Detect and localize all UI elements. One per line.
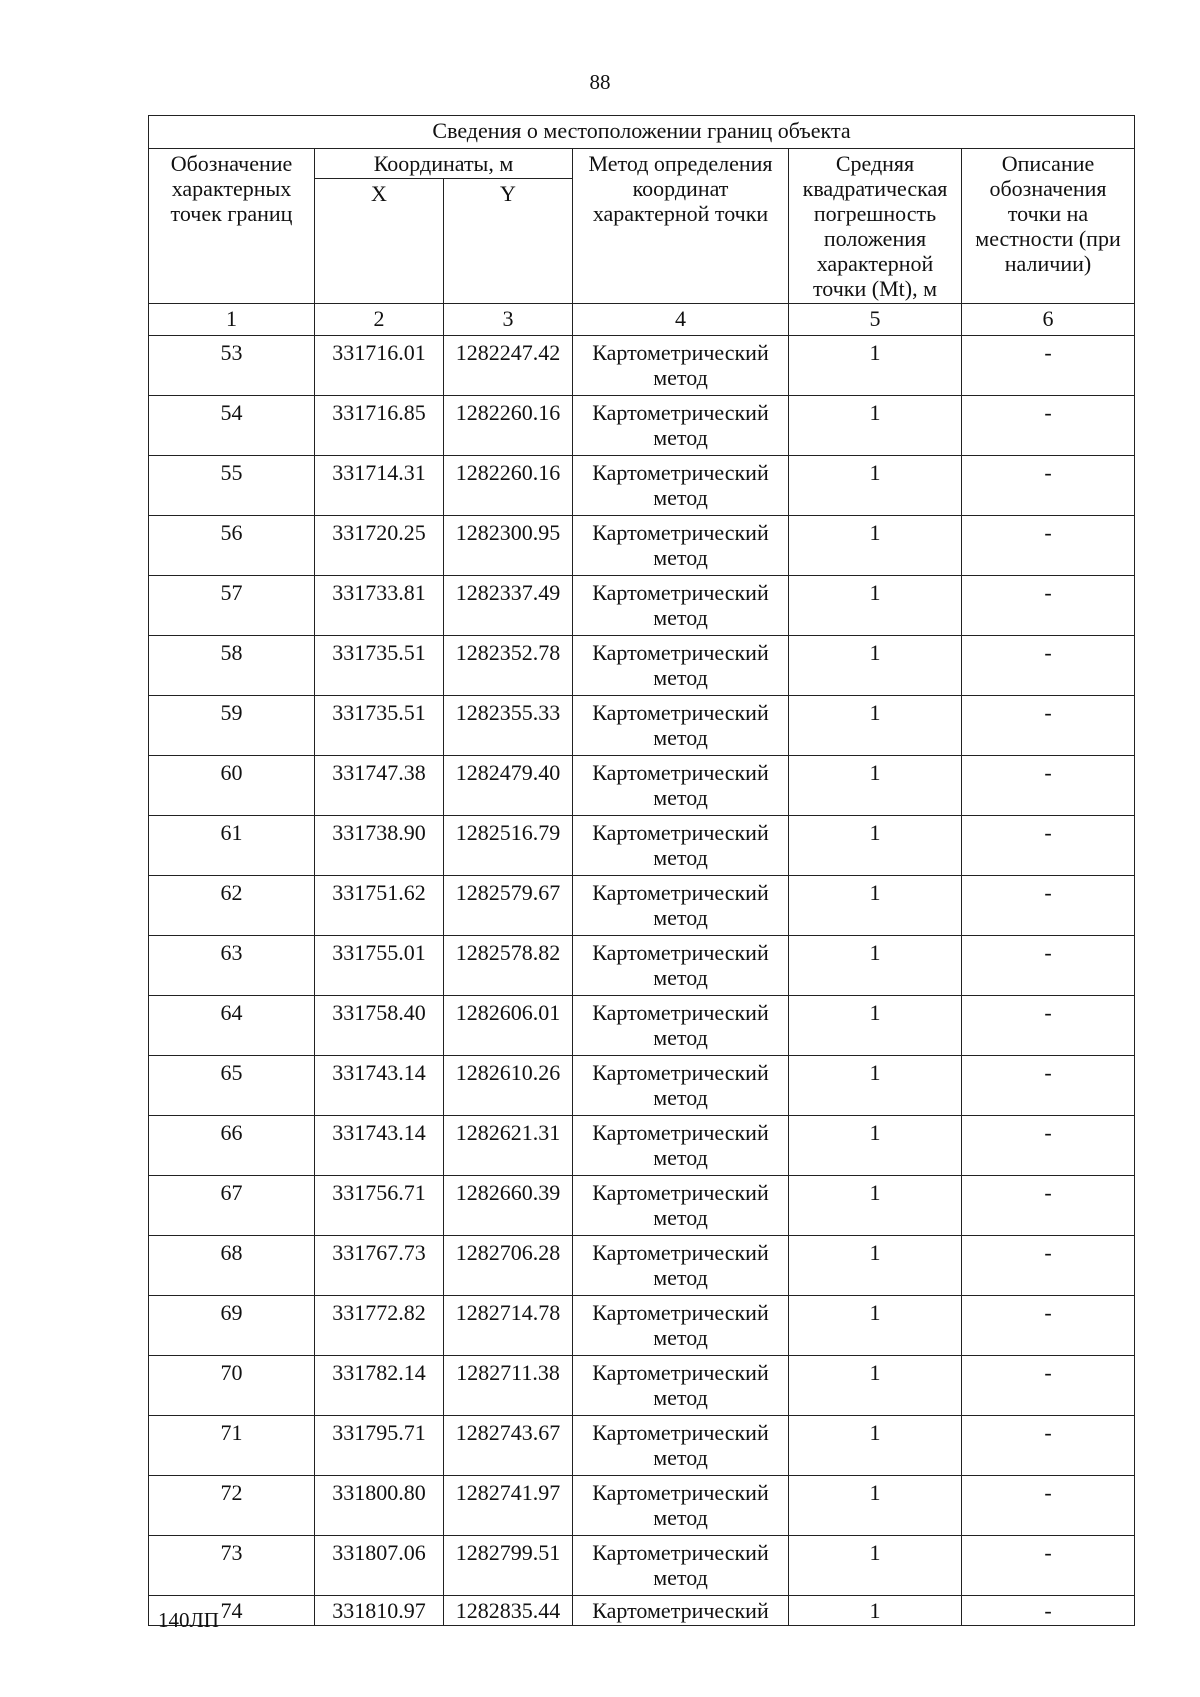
table-row [149,756,1135,816]
cell-method [573,396,789,456]
cell-mt: 1 [789,1356,962,1416]
header-coordinates: Координаты, м [315,149,573,179]
cell-mt: 1 [789,996,962,1056]
cell-description: - [962,996,1135,1056]
cell-method [573,1056,789,1116]
table-row [149,456,1135,516]
cell-x: 331733.81 [315,576,444,636]
cell-description: - [962,396,1135,456]
method-line-2: метод [653,1205,708,1230]
cell-description: - [962,636,1135,696]
cell-y: 1282711.38 [444,1356,573,1416]
method-line-1: Картометрический [592,580,769,605]
cell-mt: 1 [789,1296,962,1356]
cell-y: 1282606.01 [444,996,573,1056]
cell-description: - [962,516,1135,576]
cell-method [573,576,789,636]
cell-method [573,1476,789,1536]
method-line-1: Картометрический [592,1300,769,1325]
cell-mt: 1 [789,516,962,576]
cell-method [573,876,789,936]
method-line-2: метод [653,1445,708,1470]
cell-mt: 1 [789,1476,962,1536]
method-line-1: Картометрический [592,1540,769,1565]
method-line-1: Картометрический [592,1360,769,1385]
cell-mt: 1 [789,1056,962,1116]
cell-point: 72 [149,1476,315,1536]
cell-description: - [962,1236,1135,1296]
method-line-1: Картометрический [592,940,769,965]
cell-y: 1282660.39 [444,1176,573,1236]
cell-description: - [962,1176,1135,1236]
cell-x: 331756.71 [315,1176,444,1236]
table-row [149,876,1135,936]
cell-point: 68 [149,1236,315,1296]
cell-x: 331795.71 [315,1416,444,1476]
cell-x: 331751.62 [315,876,444,936]
cell-y: 1282610.26 [444,1056,573,1116]
cell-point: 55 [149,456,315,516]
cell-description: - [962,1356,1135,1416]
cell-point: 63 [149,936,315,996]
cell-x: 331743.14 [315,1116,444,1176]
method-line-2: метод [653,1325,708,1350]
cell-y: 1282352.78 [444,636,573,696]
cell-method [573,1116,789,1176]
column-number: 1 [149,304,315,336]
cell-mt: 1 [789,396,962,456]
table-row [149,1236,1135,1296]
method-line-1: Картометрический [592,700,769,725]
cell-x: 331755.01 [315,936,444,996]
cell-point: 57 [149,576,315,636]
cell-x: 331716.01 [315,336,444,396]
cell-method [573,456,789,516]
cell-mt: 1 [789,456,962,516]
cell-description: - [962,456,1135,516]
method-line-1: Картометрический [592,1180,769,1205]
cell-method [573,756,789,816]
cell-y: 1282714.78 [444,1296,573,1356]
cell-method: Картометрический [573,1596,789,1626]
cell-y: 1282355.33 [444,696,573,756]
cell-description: - [962,816,1135,876]
cell-x: 331758.40 [315,996,444,1056]
table-row [149,1116,1135,1176]
cell-point: 66 [149,1116,315,1176]
header-x: X [315,179,444,304]
cell-point: 61 [149,816,315,876]
cell-y: 1282706.28 [444,1236,573,1296]
cell-x: 331767.73 [315,1236,444,1296]
cell-y: 1282260.16 [444,456,573,516]
table-row [149,1536,1135,1596]
cell-description: - [962,336,1135,396]
method-line-1: Картометрический [592,1120,769,1145]
cell-mt: 1 [789,1176,962,1236]
cell-method [573,1296,789,1356]
cell-mt: 1 [789,1536,962,1596]
cell-y: 1282799.51 [444,1536,573,1596]
method-line-2: метод [653,605,708,630]
cell-method [573,996,789,1056]
cell-description: - [962,1536,1135,1596]
cell-mt: 1 [789,636,962,696]
cell-mt: 1 [789,756,962,816]
cell-point: 73 [149,1536,315,1596]
method-line-2: метод [653,725,708,750]
cell-point: 60 [149,756,315,816]
method-line-2: метод [653,1025,708,1050]
cell-x: 331714.31 [315,456,444,516]
table-row [149,1176,1135,1236]
cell-method [573,816,789,876]
column-number: 2 [315,304,444,336]
cell-point: 65 [149,1056,315,1116]
header-method: Метод определения координат характерной точки [573,149,789,304]
cell-point: 69 [149,1296,315,1356]
cell-point: 74 [149,1596,315,1626]
header-description: Описание обозначения точки на местности (при наличии) [962,149,1135,304]
method-line-1: Картометрический [592,1000,769,1025]
table-row [149,1476,1135,1536]
cell-x: 331738.90 [315,816,444,876]
method-line-1: Картометрический [592,460,769,485]
cell-mt: 1 [789,876,962,936]
method-line-1: Картометрический [592,520,769,545]
cell-description: - [962,1116,1135,1176]
page-number: 88 [589,70,611,94]
method-line-1: Картометрический [592,1240,769,1265]
cell-description: - [962,696,1135,756]
cell-description: - [962,1056,1135,1116]
cell-method [573,1536,789,1596]
cell-mt: 1 [789,696,962,756]
method-line-1: Картометрический [592,400,769,425]
cell-x: 331735.51 [315,696,444,756]
cell-y: 1282579.67 [444,876,573,936]
cell-x: 331810.97 [315,1596,444,1626]
cell-method [573,1236,789,1296]
header-accuracy: Средняя квадратическая погрешность положения характерной точки (Mt), м [789,149,962,304]
table-row [149,516,1135,576]
cell-x: 331720.25 [315,516,444,576]
cell-x: 331735.51 [315,636,444,696]
method-line-2: метод [653,785,708,810]
method-line-2: метод [653,665,708,690]
cell-description: - [962,936,1135,996]
cell-y: 1282479.40 [444,756,573,816]
cell-point: 59 [149,696,315,756]
cell-mt: 1 [789,1596,962,1626]
cell-x: 331716.85 [315,396,444,456]
header-point-designation: Обозначение характерных точек границ [149,149,315,304]
method-line-1: Картометрический [592,820,769,845]
column-number-row [149,304,1135,336]
method-line-1: Картометрический [592,340,769,365]
table-row [149,996,1135,1056]
table-row [149,336,1135,396]
cell-method [573,1356,789,1416]
column-number: 5 [789,304,962,336]
cell-y: 1282835.44 [444,1596,573,1626]
cell-point: 71 [149,1416,315,1476]
header-y: Y [444,179,573,304]
cell-method [573,636,789,696]
method-line-2: метод [653,1385,708,1410]
method-line-1: Картометрический [592,1480,769,1505]
method-line-1: Картометрический [592,880,769,905]
table-row [149,696,1135,756]
table-row [149,396,1135,456]
cell-method [573,696,789,756]
cell-y: 1282247.42 [444,336,573,396]
method-line-2: метод [653,1505,708,1530]
cell-point: 67 [149,1176,315,1236]
table-row [149,1296,1135,1356]
method-line-2: метод [653,545,708,570]
cell-x: 331772.82 [315,1296,444,1356]
cell-mt: 1 [789,816,962,876]
cell-description: - [962,1296,1135,1356]
method-line-2: метод [653,1145,708,1170]
cell-method [573,336,789,396]
method-line-1: Картометрический [592,760,769,785]
document-code: 140ЛП [158,1608,219,1632]
table-title: Сведения о местоположении границ объекта [149,116,1135,149]
boundary-coordinates-table [148,115,1135,1626]
cell-x: 331747.38 [315,756,444,816]
table-body [149,336,1135,1626]
method-line-2: метод [653,425,708,450]
cell-point: 62 [149,876,315,936]
cell-x: 331782.14 [315,1356,444,1416]
table-row [149,816,1135,876]
cell-description: - [962,576,1135,636]
table-row [149,1056,1135,1116]
cell-method [573,1416,789,1476]
cell-description: - [962,756,1135,816]
cell-y: 1282516.79 [444,816,573,876]
cell-point: 56 [149,516,315,576]
cell-point: 64 [149,996,315,1056]
method-line-2: метод [653,905,708,930]
table-row [149,1596,1135,1626]
cell-y: 1282300.95 [444,516,573,576]
cell-mt: 1 [789,336,962,396]
cell-point: 54 [149,396,315,456]
column-number: 3 [444,304,573,336]
cell-x: 331743.14 [315,1056,444,1116]
method-line-2: метод [653,845,708,870]
method-line-2: метод [653,1565,708,1590]
cell-mt: 1 [789,936,962,996]
cell-y: 1282337.49 [444,576,573,636]
cell-point: 70 [149,1356,315,1416]
cell-point: 58 [149,636,315,696]
cell-mt: 1 [789,1236,962,1296]
cell-y: 1282621.31 [444,1116,573,1176]
cell-y: 1282743.67 [444,1416,573,1476]
cell-mt: 1 [789,576,962,636]
cell-method [573,1176,789,1236]
cell-y: 1282578.82 [444,936,573,996]
method-line-2: метод [653,965,708,990]
cell-description: - [962,1476,1135,1536]
table-row [149,936,1135,996]
method-line-2: метод [653,485,708,510]
cell-description: - [962,876,1135,936]
method-line-1: Картометрический [592,1420,769,1445]
table-row [149,1356,1135,1416]
method-line-2: метод [653,1265,708,1290]
cell-x: 331807.06 [315,1536,444,1596]
method-line-2: метод [653,1085,708,1110]
cell-x: 331800.80 [315,1476,444,1536]
method-line-2: метод [653,365,708,390]
table-row [149,636,1135,696]
cell-mt: 1 [789,1116,962,1176]
cell-method [573,516,789,576]
method-line-1: Картометрический [592,1060,769,1085]
cell-description: - [962,1596,1135,1626]
cell-mt: 1 [789,1416,962,1476]
method-line-1: Картометрический [592,640,769,665]
cell-method [573,936,789,996]
column-number: 6 [962,304,1135,336]
table-row [149,1416,1135,1476]
cell-y: 1282741.97 [444,1476,573,1536]
table-row [149,576,1135,636]
cell-y: 1282260.16 [444,396,573,456]
cell-point: 53 [149,336,315,396]
cell-description: - [962,1416,1135,1476]
column-number: 4 [573,304,789,336]
